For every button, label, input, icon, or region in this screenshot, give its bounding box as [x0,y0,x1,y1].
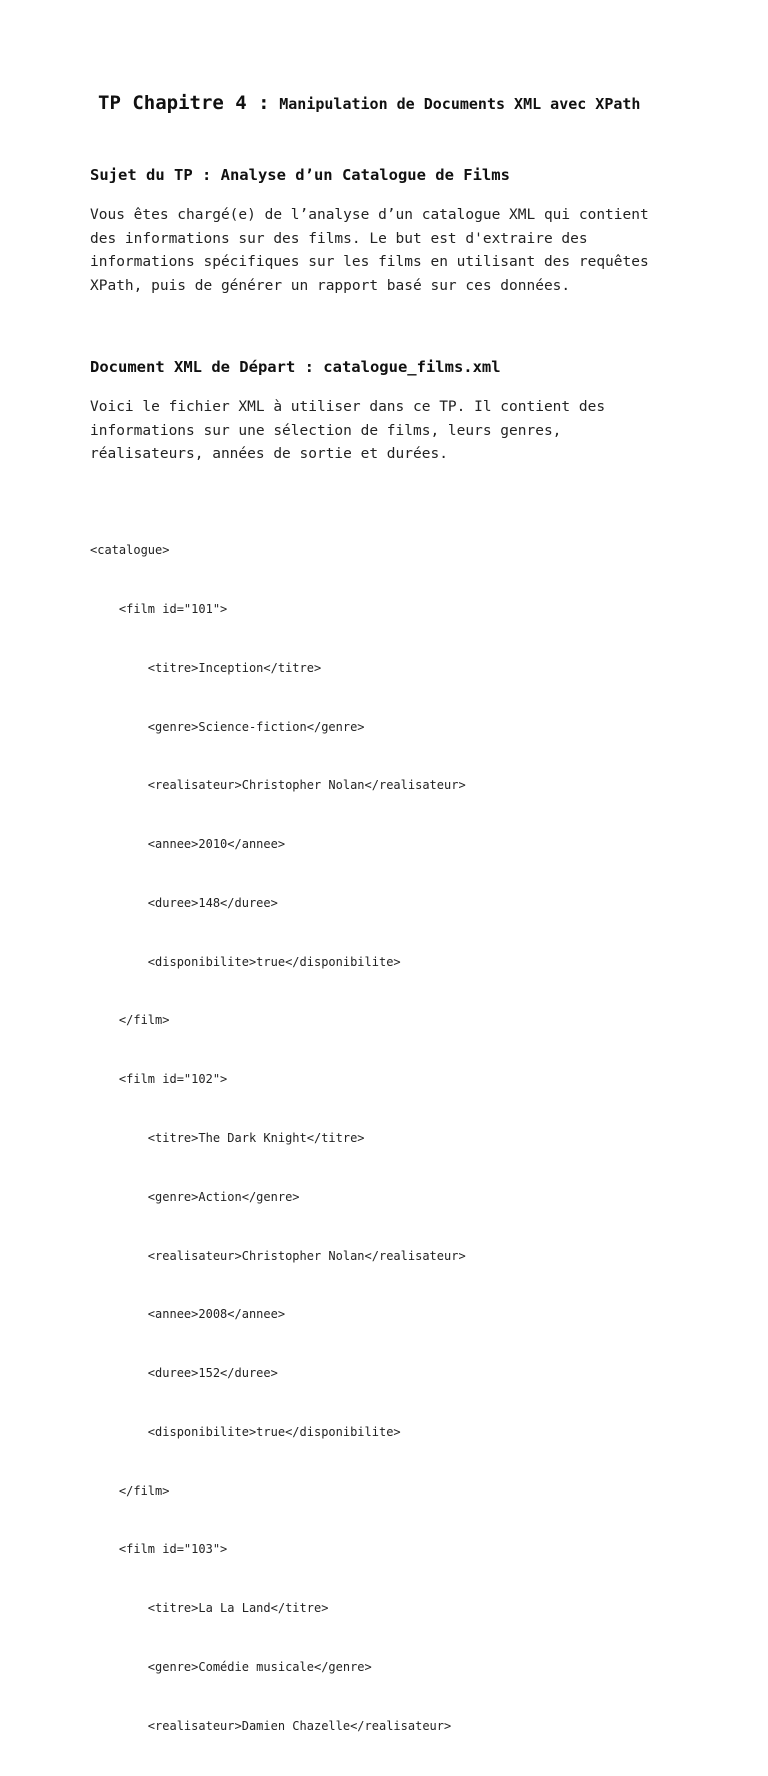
xml-code-block [90,502,466,1776]
code-line: <duree>148</duree> [90,895,278,910]
code-line: <annee>2008</annee> [90,1307,286,1322]
title-subtitle: Manipulation de Documents XML avec XPath [279,95,641,113]
code-line: <realisateur>Christopher Nolan</realisateur> [90,778,466,793]
paragraph-line: des informations sur des films. Le but est d'extraire des [90,230,588,247]
code-line: </film> [90,1483,170,1498]
code-line: <titre>Inception</titre> [90,660,322,675]
code-line: <catalogue> [90,543,170,558]
code-line: <titre>La La Land</titre> [90,1601,329,1616]
code-line: <genre>Comédie musicale</genre> [90,1660,372,1675]
paragraph-line: XPath, puis de générer un rapport basé sur ces données. [90,277,571,294]
section-heading-sujet: Sujet du TP : Analyse d’un Catalogue de Films [90,166,510,184]
code-line: <titre>The Dark Knight</titre> [90,1131,365,1145]
paragraph-sujet [90,204,690,298]
code-line: <genre>Action</genre> [90,1189,300,1204]
paragraph-line: informations spécifiques sur les films en utilisant des requêtes [90,254,649,270]
code-line: <genre>Science-fiction</genre> [90,719,365,734]
code-line: <film id="102"> [90,1072,228,1087]
paragraph-line: Vous êtes chargé(e) de l’analyse d’un catalogue XML qui contient [90,207,649,223]
code-line: <annee>2010</annee> [90,837,286,852]
code-line: <duree>152</duree> [90,1366,278,1381]
title-main: TP Chapitre 4 : [98,92,270,114]
code-line: </film> [90,1013,170,1028]
page-title [98,92,640,114]
code-line: <film id="103"> [90,1542,228,1557]
section-heading-document: Document XML de Départ : catalogue_films.xml [90,358,501,376]
paragraph-line: informations sur une sélection de films, leurs genres, [90,422,562,439]
code-line: <disponibilite>true</disponibilite> [90,954,401,969]
paragraph-line: réalisateurs, années de sortie et durées. [90,446,448,462]
paragraph-line: Voici le fichier XML à utiliser dans ce TP. Il contient des [90,399,606,415]
code-line: <realisateur>Damien Chazelle</realisateur> [90,1718,452,1733]
paragraph-document [90,396,690,467]
code-line: <film id="101"> [90,601,228,616]
code-line: <disponibilite>true</disponibilite> [90,1424,401,1439]
code-line: <realisateur>Christopher Nolan</realisateur> [90,1248,466,1263]
